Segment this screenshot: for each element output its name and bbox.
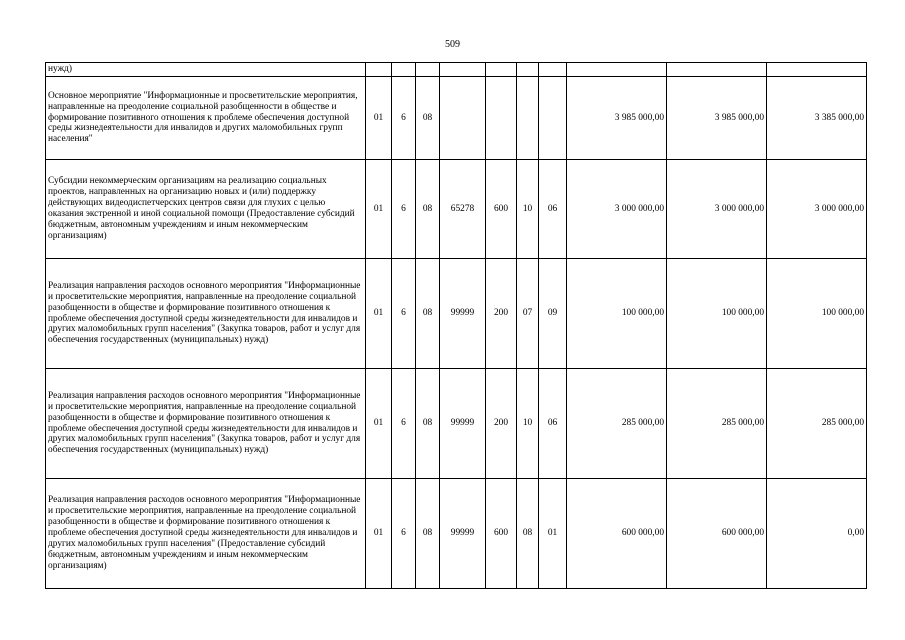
code-section: 10	[517, 160, 539, 259]
code-section	[517, 77, 539, 160]
amount-year-1: 600 000,00	[567, 479, 667, 589]
code-subsection	[539, 77, 567, 160]
code-event: 08	[416, 369, 440, 479]
row-description: Субсидии некоммерческим организациям на реализацию социальных проектов, направленных на организацию новых и (или) поддержку действующих видеодиспетчерских центров связи для глухих с целью оказания экстренной и иной социальной помощи (Предоставление субсидий бюджетным, автономным учреждениям и иным некоммерческим организациям)	[46, 160, 366, 259]
amount-year-2: 3 985 000,00	[667, 77, 767, 160]
code-direction: 99999	[440, 259, 486, 369]
page-number: 509	[445, 39, 460, 50]
table-row	[46, 479, 867, 589]
table-row	[46, 63, 867, 77]
amount-year-3: 100 000,00	[767, 259, 867, 369]
code-event: 08	[416, 160, 440, 259]
code-program: 01	[366, 479, 392, 589]
row-description: Реализация направления расходов основного мероприятия "Информационные и просветительские мероприятия, направленные на преодоление социальной разобщенности в обществе и формирование позитивного отношения к проблеме обеспечения доступной среды жизнедеятельности для инвалидов и других маломобильных групп населения" (Предоставление субсидий бюджетным, автономным учреждениям и иным некоммерческим организациям)	[46, 479, 366, 589]
code-expense-type	[486, 63, 517, 77]
code-section: 08	[517, 479, 539, 589]
code-program: 01	[366, 259, 392, 369]
code-subsection: 06	[539, 160, 567, 259]
code-subprogram: 6	[392, 77, 416, 160]
code-expense-type: 200	[486, 369, 517, 479]
amount-year-2: 600 000,00	[667, 479, 767, 589]
code-subprogram: 6	[392, 479, 416, 589]
budget-table	[45, 62, 867, 589]
amount-year-2	[667, 63, 767, 77]
code-program	[366, 63, 392, 77]
code-subsection: 01	[539, 479, 567, 589]
amount-year-1	[567, 63, 667, 77]
code-program: 01	[366, 369, 392, 479]
table-row	[46, 160, 867, 259]
code-event: 08	[416, 479, 440, 589]
code-program: 01	[366, 77, 392, 160]
code-direction: 99999	[440, 369, 486, 479]
code-direction	[440, 77, 486, 160]
code-direction: 99999	[440, 479, 486, 589]
row-description: Реализация направления расходов основного мероприятия "Информационные и просветительские мероприятия, направленные на преодоление социальной разобщенности в обществе и формирование позитивного отношения к проблеме обеспечения доступной среды жизнедеятельности для инвалидов и других маломобильных групп населения" (Закупка товаров, работ и услуг для обеспечения государственных (муниципальных) нужд)	[46, 369, 366, 479]
code-event	[416, 63, 440, 77]
code-expense-type: 600	[486, 160, 517, 259]
code-subprogram: 6	[392, 259, 416, 369]
code-section	[517, 63, 539, 77]
code-subprogram: 6	[392, 369, 416, 479]
table-row	[46, 77, 867, 160]
code-event: 08	[416, 77, 440, 160]
code-section: 07	[517, 259, 539, 369]
code-expense-type	[486, 77, 517, 160]
amount-year-1: 285 000,00	[567, 369, 667, 479]
row-description: Основное мероприятие "Информационные и просветительские мероприятия, направленные на преодоление социальной разобщенности в обществе и формирование позитивного отношения к проблеме обеспечения доступной среды жизнедеятельности для инвалидов и других маломобильных групп населения"	[46, 77, 366, 160]
table-row	[46, 369, 867, 479]
amount-year-1: 100 000,00	[567, 259, 667, 369]
code-program: 01	[366, 160, 392, 259]
amount-year-3: 3 000 000,00	[767, 160, 867, 259]
amount-year-2: 285 000,00	[667, 369, 767, 479]
table-row	[46, 259, 867, 369]
code-direction	[440, 63, 486, 77]
amount-year-1: 3 985 000,00	[567, 77, 667, 160]
amount-year-3: 285 000,00	[767, 369, 867, 479]
row-description: нужд)	[46, 63, 366, 77]
code-subsection	[539, 63, 567, 77]
amount-year-3	[767, 63, 867, 77]
code-expense-type: 200	[486, 259, 517, 369]
code-subprogram	[392, 63, 416, 77]
amount-year-3: 3 385 000,00	[767, 77, 867, 160]
amount-year-2: 100 000,00	[667, 259, 767, 369]
amount-year-3: 0,00	[767, 479, 867, 589]
code-subprogram: 6	[392, 160, 416, 259]
row-description: Реализация направления расходов основного мероприятия "Информационные и просветительские мероприятия, направленные на преодоление социальной разобщенности в обществе и формирование позитивного отношения к проблеме обеспечения доступной среды жизнедеятельности для инвалидов и других маломобильных групп населения" (Закупка товаров, работ и услуг для обеспечения государственных (муниципальных) нужд)	[46, 259, 366, 369]
code-subsection: 06	[539, 369, 567, 479]
code-section: 10	[517, 369, 539, 479]
code-direction: 65278	[440, 160, 486, 259]
code-expense-type: 600	[486, 479, 517, 589]
code-event: 08	[416, 259, 440, 369]
amount-year-2: 3 000 000,00	[667, 160, 767, 259]
code-subsection: 09	[539, 259, 567, 369]
amount-year-1: 3 000 000,00	[567, 160, 667, 259]
